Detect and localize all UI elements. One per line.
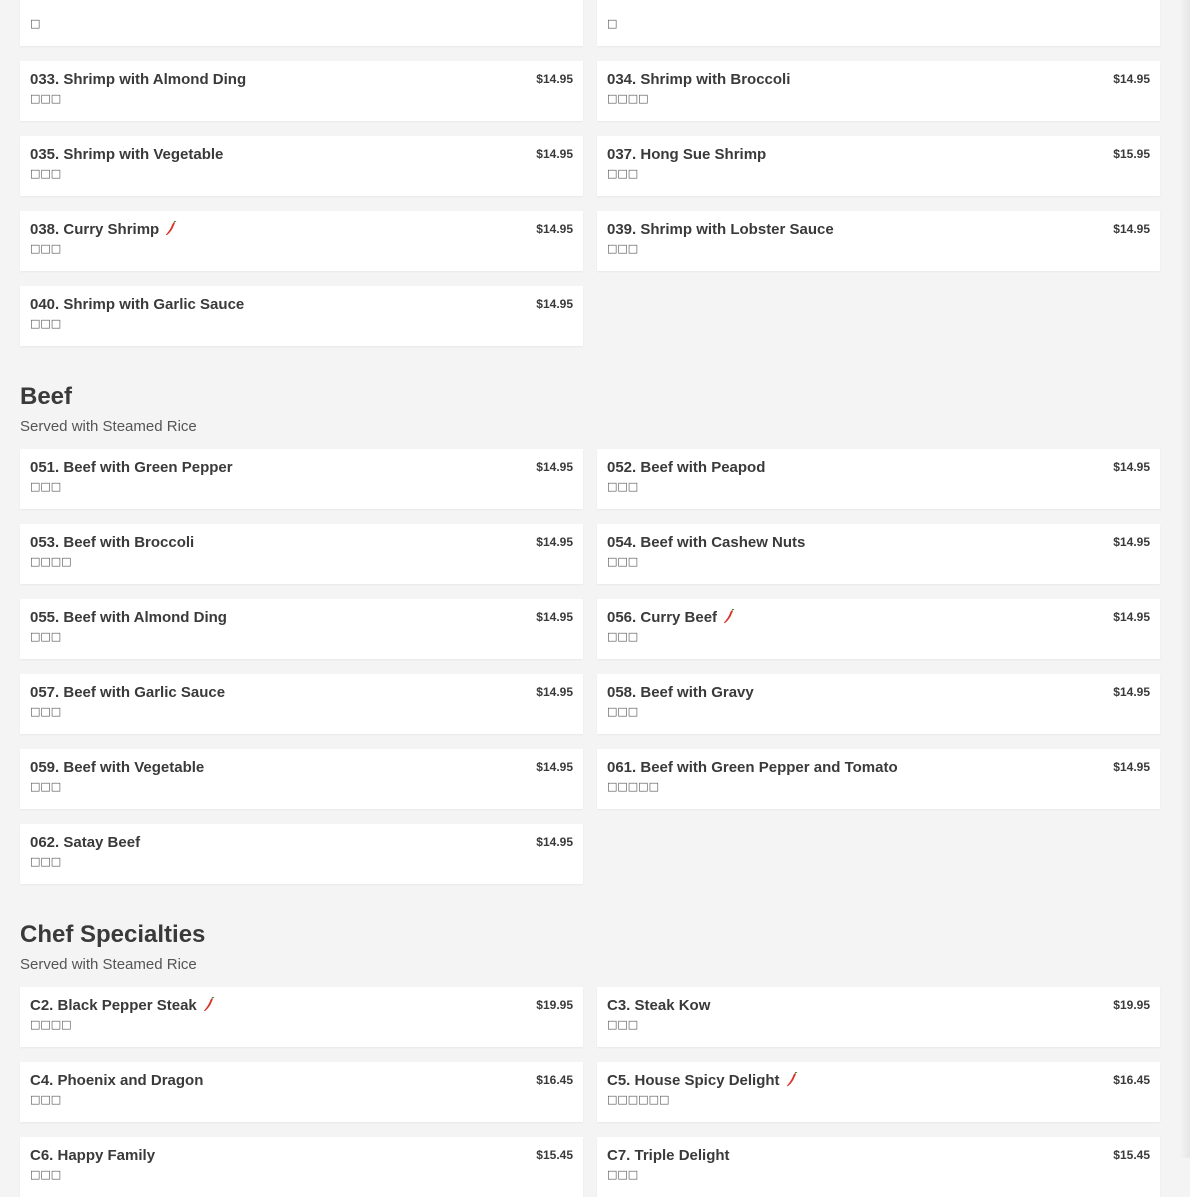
menu-item-chinese-name: □□□ [30,480,62,493]
chef-section-header [20,920,1160,973]
menu-item-title-row [607,1147,1150,1165]
menu-item-price: $15.45 [1113,1148,1150,1162]
menu-item-card[interactable] [20,987,583,1047]
menu-item-card[interactable] [20,824,583,884]
menu-item-chinese-name: □□□□ [607,92,649,105]
menu-item-chinese-name: □□□ [607,630,639,643]
beef-section-header [20,382,1160,435]
menu-page [20,0,1160,1197]
menu-item-card[interactable] [20,524,583,584]
menu-item-name: 055. Beef with Almond Ding [30,609,227,626]
menu-item-name: C3. Steak Kow [607,997,711,1014]
menu-item-chinese-name: □□□ [30,1168,62,1181]
menu-item-name: 039. Shrimp with Lobster Sauce [607,221,834,238]
menu-item-title-row [607,759,1150,777]
menu-item-name: C4. Phoenix and Dragon [30,1072,204,1089]
shrimp-items-grid [20,0,1160,346]
menu-item-card[interactable] [597,1062,1160,1122]
menu-item-chinese-name: □□□□□□ [607,1093,670,1106]
menu-item-price: $14.95 [536,535,573,549]
menu-item-chinese-name: □□□ [30,242,62,255]
menu-item-title-row [30,534,573,552]
menu-item-name: 054. Beef with Cashew Nuts [607,534,806,551]
scrollbar-track[interactable] [1180,0,1190,1158]
menu-item-price: $14.95 [1113,535,1150,549]
menu-item-name: C6. Happy Family [30,1147,156,1164]
menu-item-title-row [30,1072,573,1090]
menu-item-title-row [607,609,1150,627]
menu-item-chinese-name: □□□ [30,705,62,718]
section-title: Chef Specialties [20,921,206,948]
menu-item-name: 040. Shrimp with Garlic Sauce [30,296,245,313]
menu-item-card[interactable] [597,749,1160,809]
menu-item-title-row [607,997,1150,1015]
menu-item-chinese-name: □□□□□ [607,780,659,793]
menu-item-name: C2. Black Pepper Steak [30,997,197,1014]
menu-item-name: 056. Curry Beef [607,609,718,626]
menu-item-title-row [607,71,1150,89]
menu-item-card[interactable] [20,599,583,659]
menu-item-price: $14.95 [536,610,573,624]
menu-item-card[interactable] [597,136,1160,196]
menu-item-price: $16.45 [536,1073,573,1087]
menu-item-chinese-name: □□□ [30,92,62,105]
chili-pepper-icon [786,1072,798,1087]
menu-item-chinese-name: □□□ [607,1018,639,1031]
menu-item-name: 035. Shrimp with Vegetable [30,146,224,163]
chili-pepper-icon [203,997,215,1012]
menu-item-card[interactable] [20,1137,583,1197]
menu-item-name: 061. Beef with Green Pepper and Tomato [607,759,898,776]
menu-item-title-row [30,146,573,164]
menu-item-name: 051. Beef with Green Pepper [30,459,233,476]
menu-item-title-row [30,759,573,777]
menu-item-chinese-name: □ [607,17,618,30]
menu-item-price: $14.95 [1113,72,1150,86]
menu-item-chinese-name: □□□ [30,630,62,643]
menu-item-chinese-name: □ [30,17,41,30]
menu-item-price: $15.45 [536,1148,573,1162]
menu-item-name: 033. Shrimp with Almond Ding [30,71,247,88]
menu-item-title-row [607,534,1150,552]
menu-item-card[interactable] [20,1062,583,1122]
chili-pepper-icon [723,609,735,624]
menu-item-title-row [30,684,573,702]
grid-filler [597,286,1160,346]
menu-item-price: $19.95 [1113,998,1150,1012]
grid-filler [597,824,1160,884]
menu-item-card[interactable] [597,0,1160,46]
menu-item-card[interactable] [597,1137,1160,1197]
menu-item-name: 057. Beef with Garlic Sauce [30,684,226,701]
menu-item-title-row [30,0,573,14]
menu-item-price: $14.95 [536,297,573,311]
menu-item-card[interactable] [20,674,583,734]
menu-item-card[interactable] [20,61,583,121]
menu-item-title-row [607,0,1150,14]
menu-item-card[interactable] [597,211,1160,271]
menu-item-price: $14.95 [536,222,573,236]
menu-item-price: $14.95 [1113,685,1150,699]
menu-item-chinese-name: □□□ [30,780,62,793]
menu-item-card[interactable] [20,286,583,346]
menu-item-name: 034. Shrimp with Broccoli [607,71,791,88]
menu-item-card[interactable] [20,136,583,196]
section-subtitle: Served with Steamed Rice [20,956,197,973]
menu-item-name: 053. Beef with Broccoli [30,534,195,551]
menu-item-name: 037. Hong Sue Shrimp [607,146,767,163]
menu-item-card[interactable] [597,61,1160,121]
menu-item-price: $14.95 [1113,610,1150,624]
menu-item-name: 062. Satay Beef [30,834,141,851]
menu-item-card[interactable] [597,524,1160,584]
menu-item-name: 052. Beef with Peapod [607,459,766,476]
menu-item-chinese-name: □□□ [30,317,62,330]
section-title: Beef [20,383,73,410]
menu-item-title-row [30,834,573,852]
menu-item-card[interactable] [20,211,583,271]
menu-item-card[interactable] [20,0,583,46]
menu-item-price: $14.95 [536,760,573,774]
menu-item-price: $14.95 [1113,760,1150,774]
menu-item-chinese-name: □□□ [607,1168,639,1181]
menu-item-name: C7. Triple Delight [607,1147,730,1164]
menu-item-price: $16.45 [1113,1073,1150,1087]
menu-item-card[interactable] [20,749,583,809]
menu-item-title-row [607,459,1150,477]
menu-item-price: $14.95 [536,835,573,849]
menu-item-card[interactable] [597,987,1160,1047]
menu-item-price: $15.95 [1113,147,1150,161]
menu-item-chinese-name: □□□ [607,167,639,180]
menu-item-price: $14.95 [1113,460,1150,474]
menu-item-title-row [30,296,573,314]
menu-item-price: $14.95 [536,460,573,474]
menu-item-title-row [30,609,573,627]
menu-item-card[interactable] [597,449,1160,509]
menu-item-name: C5. House Spicy Delight [607,1072,780,1089]
menu-item-title-row [30,71,573,89]
menu-item-title-row [30,1147,573,1165]
menu-item-title-row [30,459,573,477]
beef-items-grid [20,449,1160,884]
menu-item-title-row [30,997,573,1015]
menu-item-chinese-name: □□□□ [30,555,72,568]
menu-item-chinese-name: □□□ [30,855,62,868]
menu-item-chinese-name: □□□ [607,480,639,493]
menu-item-price: $14.95 [536,685,573,699]
menu-item-price: $14.95 [1113,222,1150,236]
menu-item-chinese-name: □□□ [607,555,639,568]
menu-item-title-row [607,146,1150,164]
section-subtitle: Served with Steamed Rice [20,418,197,435]
menu-item-price: $14.95 [536,72,573,86]
menu-item-chinese-name: □□□□ [30,1018,72,1031]
menu-item-card[interactable] [597,599,1160,659]
menu-item-title-row [607,684,1150,702]
menu-item-title-row [607,221,1150,239]
menu-item-chinese-name: □□□ [607,242,639,255]
menu-item-card[interactable] [597,674,1160,734]
menu-item-title-row [607,1072,1150,1090]
menu-item-chinese-name: □□□ [607,705,639,718]
chili-pepper-icon [165,221,177,236]
menu-item-chinese-name: □□□ [30,1093,62,1106]
menu-item-name: 059. Beef with Vegetable [30,759,205,776]
chef-items-grid [20,987,1160,1197]
menu-item-card[interactable] [20,449,583,509]
menu-item-price: $14.95 [536,147,573,161]
menu-item-price: $19.95 [536,998,573,1012]
menu-item-name: 058. Beef with Gravy [607,684,754,701]
menu-item-title-row [30,221,573,239]
menu-item-name: 038. Curry Shrimp [30,221,160,238]
menu-item-chinese-name: □□□ [30,167,62,180]
